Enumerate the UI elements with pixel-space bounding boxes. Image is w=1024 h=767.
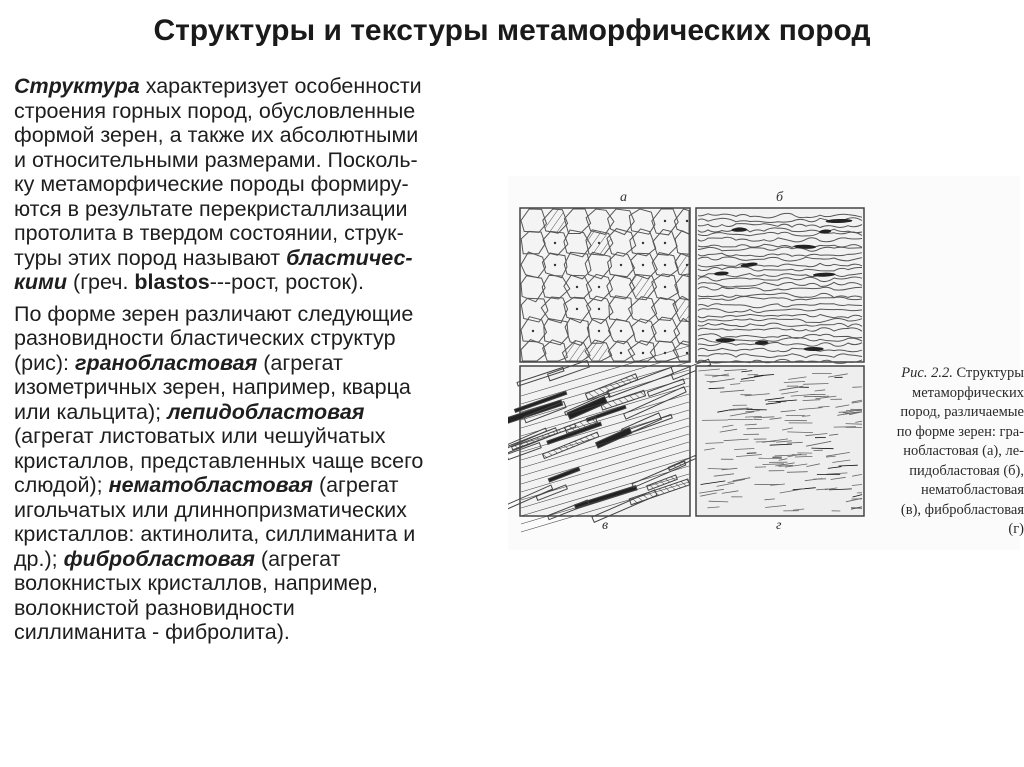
text-line: и относительными размерами. Посколь-	[14, 147, 418, 172]
caption-line: Структуры	[956, 365, 1024, 381]
panel-label-a: а	[620, 190, 627, 205]
text-line: формой зерен, а также их абсолютными	[14, 123, 419, 147]
text-line: туры этих пород называют бластичес-	[14, 245, 413, 270]
text-line: (рис): гранобластовая (агрегат	[14, 350, 343, 375]
text-line: строения горных пород, обусловленные	[14, 98, 416, 123]
text-line: или кальцита); лепидобластовая	[14, 399, 365, 424]
text-line: кими (греч. blastos---рост, росток).	[14, 270, 365, 294]
text-line: ются в результате перекристаллизации	[14, 196, 408, 221]
slide-title: Структуры и текстуры метаморфических пород	[153, 14, 871, 47]
caption-prefix: Рис. 2.2.	[901, 365, 953, 381]
text-line: ку метаморфические породы формиру-	[14, 172, 409, 196]
caption-line: нобластовая (а), ле-	[903, 443, 1024, 459]
panel-label-b: б	[776, 190, 784, 205]
text-line: др.); фибробластовая (агрегат	[14, 546, 341, 571]
panel-b-lepidoblastic	[696, 208, 864, 363]
caption-line: метаморфических	[912, 384, 1024, 401]
panel-label-c: в	[602, 518, 609, 533]
text-line: По форме зерен различают следующие	[14, 301, 414, 326]
text-line: (агрегат листоватых или чешуйчатых	[14, 424, 386, 448]
panel-label-d: г	[776, 518, 782, 533]
caption-line: (в), фибробластовая	[900, 501, 1024, 518]
text-line: слюдой); нематобластовая (агрегат	[14, 473, 399, 497]
text-line: кристаллов: актинолита, силлиманита и	[14, 522, 416, 546]
text-line: волокнистых кристаллов, например,	[14, 571, 378, 595]
caption-line: пидобластовая (б),	[909, 462, 1024, 479]
text-line: протолита в твердом состоянии, струк-	[14, 221, 404, 245]
panel-a-granoblastic	[520, 208, 690, 362]
figure-structures	[508, 176, 1024, 550]
panel-c-nematoblastic	[508, 346, 711, 532]
text-line: Структура характеризует особенности	[14, 74, 422, 98]
figure-caption	[874, 364, 1024, 540]
text-line: силлиманита - фибролита).	[14, 620, 290, 644]
text-line: изометричных зерен, например, кварца	[14, 375, 411, 399]
text-line: волокнистой разновидности	[14, 595, 295, 620]
paragraph-structure-definition	[14, 74, 500, 295]
panel-d-fibroblastic	[696, 366, 864, 516]
body-text	[14, 74, 500, 652]
caption-line: пород, различаемые	[900, 404, 1024, 420]
text-line: кристаллов, представленных чаще всего	[14, 448, 424, 473]
caption-line: (г)	[1008, 521, 1024, 537]
caption-line: по форме зерен: гра-	[896, 423, 1024, 440]
paragraph-blastic-varieties	[14, 302, 500, 645]
caption-line: нематобластовая	[920, 482, 1024, 498]
text-line: разновидности бластических структур	[14, 326, 396, 350]
text-line: игольчатых или длиннопризматических	[14, 497, 407, 522]
